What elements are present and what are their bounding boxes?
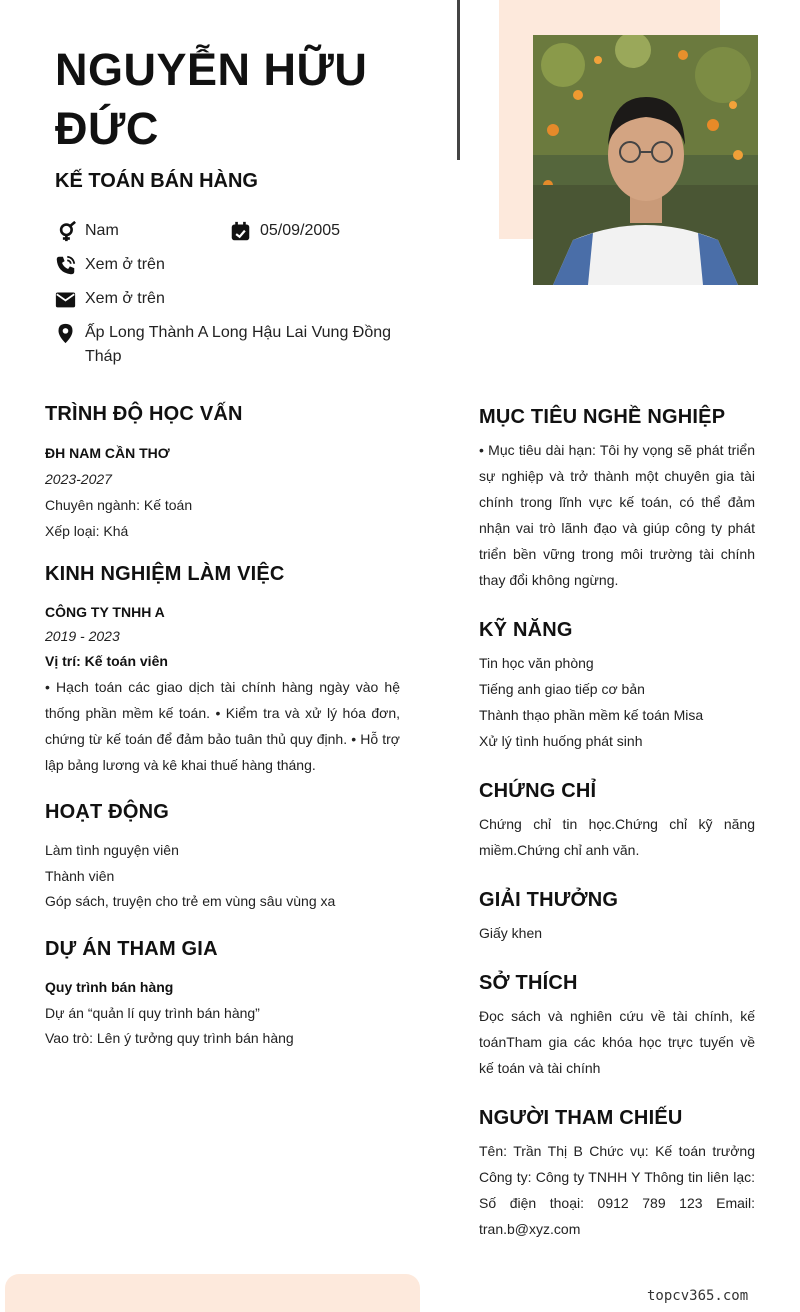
certificates-title: CHỨNG CHỈ	[479, 780, 597, 802]
objective-text: • Mục tiêu dài hạn: Tôi hy vọng sẽ phát triển sự nghiệp và trở thành một chuyên gia tài chính trong lĩnh vực kế toán, có thể đảm nhận vai trò lãnh đạo và giúp công ty phát triển bền vững trong môi trường tài chính thay đổi không ngừng.	[479, 442, 755, 588]
address-row	[55, 321, 400, 369]
awards-text: Giấy khen	[479, 925, 543, 941]
envelope-icon	[55, 287, 85, 311]
skills-list	[479, 650, 755, 754]
education-grade: Xếp loại: Khá	[45, 523, 129, 539]
skills-title: KỸ NĂNG	[479, 619, 573, 641]
gender-value: Nam	[85, 222, 119, 239]
awards-title: GIẢI THƯỞNG	[479, 889, 619, 911]
candidate-name: NGUYỄN HỮU ĐỨC	[55, 44, 368, 154]
birthday-value: 05/09/2005	[260, 222, 341, 239]
list-item: Thành viên	[45, 867, 115, 884]
phone-row	[55, 253, 165, 277]
experience-title: KINH NGHIỆM LÀM VIỆC	[45, 563, 285, 585]
decor-vertical-line	[457, 0, 460, 160]
education-period: 2023-2027	[45, 471, 112, 487]
experience-position: Vị trí: Kế toán viên	[45, 653, 168, 669]
projects-title: DỰ ÁN THAM GIA	[45, 938, 218, 960]
education-block	[45, 440, 400, 544]
experience-period: 2019 - 2023	[45, 628, 120, 644]
list-item: Tiếng anh giao tiếp cơ bản	[479, 681, 645, 697]
objective-title: MỤC TIÊU NGHỀ NGHIỆP	[479, 406, 726, 428]
experience-description: • Hạch toán các giao dịch tài chính hàng ngày vào hệ thống phần mềm kế toán. • Kiểm tra và xử lý hóa đơn, chứng từ kế toán để đảm bảo tuân thủ quy định. • Hỗ trợ lập bảng lương và kê khai thuế hàng tháng.	[45, 679, 400, 773]
list-item: Thành thạo phần mềm kế toán Misa	[479, 707, 704, 723]
hobbies-title: SỞ THÍCH	[479, 972, 578, 994]
activities-list	[45, 838, 400, 915]
list-item: Góp sách, truyện cho trẻ em vùng sâu vùng xa	[45, 893, 336, 909]
experience-block	[45, 600, 400, 778]
list-item: Tin học văn phòng	[479, 655, 594, 671]
projects-block	[45, 975, 400, 1052]
references-title: NGƯỜI THAM CHIẾU	[479, 1107, 683, 1129]
address-value: Ấp Long Thành A Long Hậu Lai Vung Đồng Tháp	[85, 324, 392, 365]
references-text: Tên: Trần Thị B Chức vụ: Kế toán trưởng Công ty: Công ty TNHH Y Thông tin liên lạc: Số điện thoại: 0912 789 123 Email: tran.b@xyz.com	[479, 1143, 755, 1237]
gender-icon	[55, 219, 85, 243]
decor-peach-block-bottom	[5, 1274, 420, 1312]
profile-photo	[533, 35, 758, 285]
hobbies-text: Đọc sách và nghiên cứu về tài chính, kế toánTham gia các khóa học trực tuyến về kế toán và tài chính	[479, 1008, 755, 1076]
location-pin-icon	[55, 321, 85, 345]
list-item: Làm tình nguyện viên	[45, 842, 179, 858]
list-item: Xử lý tình huống phát sinh	[479, 733, 643, 749]
education-school: ĐH NAM CẦN THƠ	[45, 445, 170, 461]
birthday-row	[230, 219, 340, 243]
phone-icon	[55, 253, 85, 277]
email-row	[55, 287, 165, 311]
watermark: topcv365.com	[647, 1288, 749, 1304]
gender-row	[55, 219, 119, 243]
project-description: Dự án “quản lí quy trình bán hàng”	[45, 1004, 260, 1021]
job-title: KẾ TOÁN BÁN HÀNG	[55, 170, 258, 192]
education-major: Chuyên ngành: Kế toán	[45, 497, 193, 513]
phone-value: Xem ở trên	[85, 256, 165, 273]
calendar-icon	[230, 219, 260, 243]
email-value: Xem ở trên	[85, 290, 165, 307]
project-name: Quy trình bán hàng	[45, 979, 174, 995]
certificates-text: Chứng chỉ tin học.Chứng chỉ kỹ năng miềm.Chứng chỉ anh văn.	[479, 816, 755, 858]
education-title: TRÌNH ĐỘ HỌC VẤN	[45, 403, 243, 425]
project-role: Vao trò: Lên ý tưởng quy trình bán hàng	[45, 1030, 294, 1046]
experience-company: CÔNG TY TNHH A	[45, 604, 165, 620]
activities-title: HOẠT ĐỘNG	[45, 801, 170, 823]
